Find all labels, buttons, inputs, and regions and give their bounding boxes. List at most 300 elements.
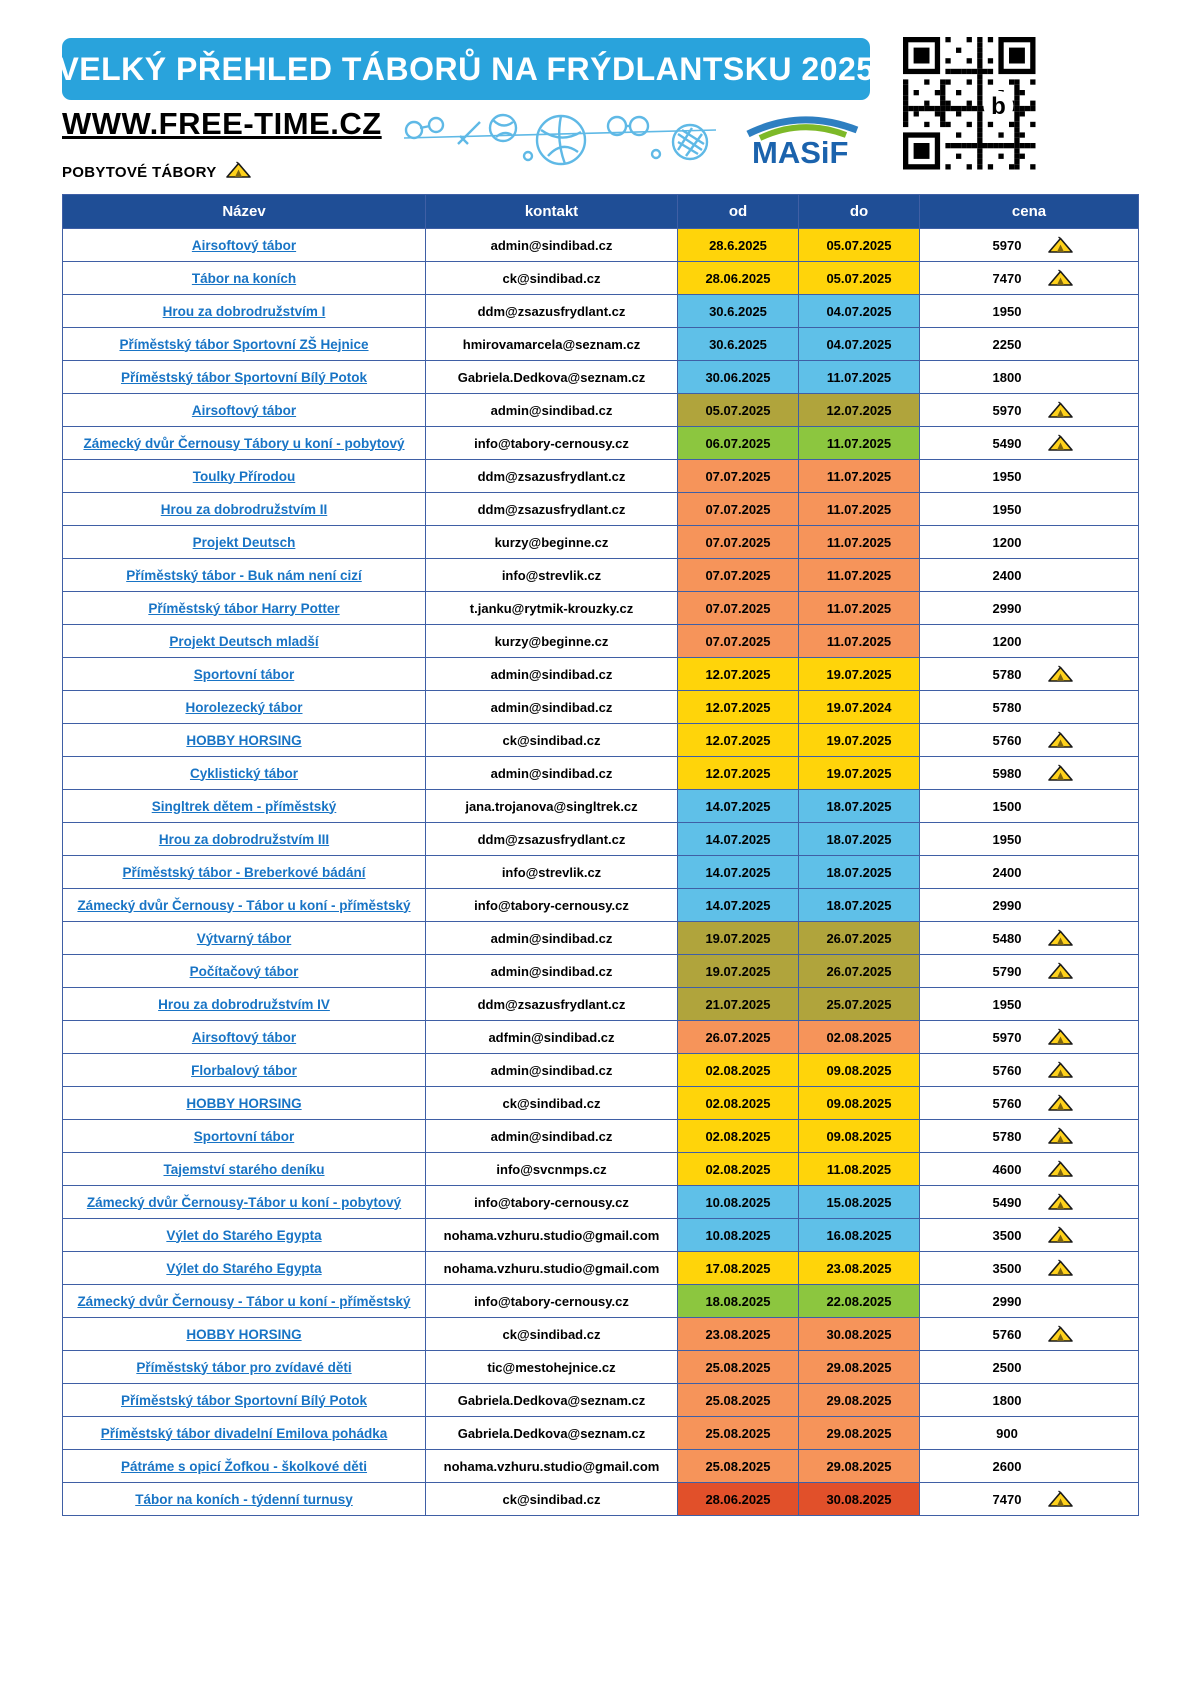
tent-icon bbox=[1047, 1193, 1074, 1211]
camp-start-date: 25.08.2025 bbox=[678, 1450, 799, 1483]
masif-logo-text: MASiF bbox=[752, 135, 849, 170]
table-row bbox=[63, 394, 1139, 427]
camp-start-date: 12.07.2025 bbox=[678, 691, 799, 724]
camp-price-cell bbox=[920, 361, 1139, 394]
camp-contact: admin@sindibad.cz bbox=[426, 922, 678, 955]
sports-doodles-icon bbox=[398, 100, 723, 172]
camp-start-date: 25.08.2025 bbox=[678, 1417, 799, 1450]
camp-contact: t.janku@rytmik-krouzky.cz bbox=[426, 592, 678, 625]
camp-start-date: 07.07.2025 bbox=[678, 625, 799, 658]
camp-contact: info@tabory-cernousy.cz bbox=[426, 889, 678, 922]
camp-start-date: 12.07.2025 bbox=[678, 757, 799, 790]
camp-contact: ck@sindibad.cz bbox=[426, 1087, 678, 1120]
camp-name-link[interactable]: Cyklistický tábor bbox=[189, 765, 299, 781]
table-row bbox=[63, 1252, 1139, 1285]
table-row bbox=[63, 493, 1139, 526]
camp-end-date: 09.08.2025 bbox=[799, 1054, 920, 1087]
camp-name-link[interactable]: Pátráme s opicí Žofkou - školkové děti bbox=[120, 1458, 368, 1474]
camp-end-date: 15.08.2025 bbox=[799, 1186, 920, 1219]
table-row bbox=[63, 427, 1139, 460]
table-row bbox=[63, 922, 1139, 955]
camp-price-cell bbox=[920, 328, 1139, 361]
camp-end-date: 02.08.2025 bbox=[799, 1021, 920, 1054]
camp-name-cell bbox=[63, 592, 426, 625]
table-row bbox=[63, 691, 1139, 724]
tent-icon bbox=[1047, 962, 1074, 980]
camp-name-cell bbox=[63, 1318, 426, 1351]
camp-name-cell bbox=[63, 427, 426, 460]
camps-table bbox=[62, 194, 1139, 1516]
table-row bbox=[63, 1318, 1139, 1351]
camp-contact: hmirovamarcela@seznam.cz bbox=[426, 328, 678, 361]
camp-name-link[interactable]: Tábor na koních - týdenní turnusy bbox=[135, 1491, 353, 1507]
camp-price: 5780 bbox=[992, 699, 1022, 715]
camp-start-date: 07.07.2025 bbox=[678, 493, 799, 526]
camp-name-cell bbox=[63, 295, 426, 328]
camp-contact: ck@sindibad.cz bbox=[426, 724, 678, 757]
table-row bbox=[63, 1021, 1139, 1054]
table-row bbox=[63, 262, 1139, 295]
camp-start-date: 25.08.2025 bbox=[678, 1351, 799, 1384]
camp-end-date: 25.07.2025 bbox=[799, 988, 920, 1021]
camp-contact: nohama.vzhuru.studio@gmail.com bbox=[426, 1219, 678, 1252]
camp-price: 4600 bbox=[992, 1161, 1022, 1177]
camp-price: 5970 bbox=[992, 1029, 1022, 1045]
camp-price: 2500 bbox=[992, 1359, 1022, 1375]
camp-name-link[interactable]: Florbalový tábor bbox=[191, 1062, 297, 1078]
camp-name-cell bbox=[63, 790, 426, 823]
camp-name-link[interactable]: Zámecký dvůr Černousy - Tábor u koní - příměstský bbox=[77, 1293, 411, 1309]
table-row bbox=[63, 988, 1139, 1021]
camp-name-link[interactable]: Výlet do Starého Egypta bbox=[166, 1260, 322, 1276]
camp-price-cell bbox=[920, 1450, 1139, 1483]
camp-contact: info@tabory-cernousy.cz bbox=[426, 427, 678, 460]
camp-name-cell bbox=[63, 328, 426, 361]
camp-price-cell bbox=[920, 1318, 1139, 1351]
camp-price-cell bbox=[920, 295, 1139, 328]
camp-contact: Gabriela.Dedkova@seznam.cz bbox=[426, 361, 678, 394]
camp-price: 5760 bbox=[992, 1095, 1022, 1111]
camp-end-date: 09.08.2025 bbox=[799, 1087, 920, 1120]
column-header-nazev: Název bbox=[63, 195, 426, 229]
column-header-do: do bbox=[799, 195, 920, 229]
camp-end-date: 11.08.2025 bbox=[799, 1153, 920, 1186]
camp-contact: admin@sindibad.cz bbox=[426, 394, 678, 427]
camp-contact: admin@sindibad.cz bbox=[426, 955, 678, 988]
camp-start-date: 12.07.2025 bbox=[678, 658, 799, 691]
camp-end-date: 26.07.2025 bbox=[799, 955, 920, 988]
camp-name-link[interactable]: Počítačový tábor bbox=[189, 963, 299, 979]
camp-name-cell bbox=[63, 1219, 426, 1252]
tent-icon bbox=[225, 161, 252, 183]
camp-end-date: 05.07.2025 bbox=[799, 229, 920, 262]
table-header-row bbox=[63, 195, 1139, 229]
camp-price-cell bbox=[920, 526, 1139, 559]
camp-name-cell bbox=[63, 1087, 426, 1120]
camp-end-date: 23.08.2025 bbox=[799, 1252, 920, 1285]
camp-price: 2400 bbox=[992, 567, 1022, 583]
column-header-kontakt: kontakt bbox=[426, 195, 678, 229]
camp-name-link[interactable]: HOBBY HORSING bbox=[186, 732, 302, 748]
camp-end-date: 22.08.2025 bbox=[799, 1285, 920, 1318]
camp-price: 5760 bbox=[992, 1062, 1022, 1078]
camp-end-date: 19.07.2025 bbox=[799, 724, 920, 757]
camp-price: 2990 bbox=[992, 1293, 1022, 1309]
camp-name-cell bbox=[63, 559, 426, 592]
camp-price: 5490 bbox=[992, 1194, 1022, 1210]
camp-name-link[interactable]: Zámecký dvůr Černousy Tábory u koní - pobytový bbox=[83, 435, 405, 451]
camp-name-link[interactable]: Příměstský tábor pro zvídavé děti bbox=[136, 1359, 352, 1375]
camp-name-link[interactable]: Zámecký dvůr Černousy - Tábor u koní - příměstský bbox=[77, 897, 411, 913]
camp-name-link[interactable]: Příměstský tábor Sportovní Bílý Potok bbox=[120, 1392, 368, 1408]
camp-end-date: 18.07.2025 bbox=[799, 790, 920, 823]
camp-end-date: 29.08.2025 bbox=[799, 1384, 920, 1417]
camp-name-link[interactable]: Tábor na koních bbox=[191, 270, 297, 286]
camp-price-cell bbox=[920, 988, 1139, 1021]
camp-price: 7470 bbox=[992, 270, 1022, 286]
camp-price: 1200 bbox=[992, 534, 1022, 550]
camp-name-cell bbox=[63, 955, 426, 988]
camp-price-cell bbox=[920, 1186, 1139, 1219]
table-row bbox=[63, 1483, 1139, 1516]
table-row bbox=[63, 229, 1139, 262]
camp-name-cell bbox=[63, 1285, 426, 1318]
camp-end-date: 09.08.2025 bbox=[799, 1120, 920, 1153]
camp-start-date: 18.08.2025 bbox=[678, 1285, 799, 1318]
camp-end-date: 29.08.2025 bbox=[799, 1450, 920, 1483]
camp-contact: admin@sindibad.cz bbox=[426, 658, 678, 691]
camp-price: 1950 bbox=[992, 468, 1022, 484]
camp-start-date: 28.6.2025 bbox=[678, 229, 799, 262]
camp-price-cell bbox=[920, 757, 1139, 790]
table-row bbox=[63, 1450, 1139, 1483]
tent-icon bbox=[1047, 236, 1074, 254]
camp-start-date: 28.06.2025 bbox=[678, 262, 799, 295]
camp-price-cell bbox=[920, 460, 1139, 493]
camp-name-link[interactable]: Zámecký dvůr Černousy-Tábor u koní - pobytový bbox=[86, 1194, 402, 1210]
camp-start-date: 06.07.2025 bbox=[678, 427, 799, 460]
camp-price-cell bbox=[920, 1417, 1139, 1450]
camp-start-date: 02.08.2025 bbox=[678, 1120, 799, 1153]
camp-start-date: 19.07.2025 bbox=[678, 922, 799, 955]
camp-contact: admin@sindibad.cz bbox=[426, 757, 678, 790]
camp-contact: tic@mestohejnice.cz bbox=[426, 1351, 678, 1384]
camp-contact: info@strevlik.cz bbox=[426, 856, 678, 889]
camp-price-cell bbox=[920, 427, 1139, 460]
camp-start-date: 21.07.2025 bbox=[678, 988, 799, 1021]
camp-start-date: 07.07.2025 bbox=[678, 592, 799, 625]
camp-end-date: 11.07.2025 bbox=[799, 493, 920, 526]
table-row bbox=[63, 1120, 1139, 1153]
camp-price: 5780 bbox=[992, 1128, 1022, 1144]
tent-icon bbox=[1047, 269, 1074, 287]
table-row bbox=[63, 757, 1139, 790]
camp-price: 1800 bbox=[992, 369, 1022, 385]
camp-name-link[interactable]: Sportovní tábor bbox=[193, 1128, 295, 1144]
camp-end-date: 11.07.2025 bbox=[799, 427, 920, 460]
camp-start-date: 26.07.2025 bbox=[678, 1021, 799, 1054]
camp-price-cell bbox=[920, 1351, 1139, 1384]
camp-price: 5760 bbox=[992, 732, 1022, 748]
camp-start-date: 14.07.2025 bbox=[678, 823, 799, 856]
camp-end-date: 18.07.2025 bbox=[799, 889, 920, 922]
camp-name-cell bbox=[63, 1252, 426, 1285]
camp-price: 5790 bbox=[992, 963, 1022, 979]
camp-name-link[interactable]: Příměstský tábor Harry Potter bbox=[148, 600, 340, 616]
camp-start-date: 02.08.2025 bbox=[678, 1054, 799, 1087]
camp-contact: ddm@zsazusfrydlant.cz bbox=[426, 823, 678, 856]
table-row bbox=[63, 724, 1139, 757]
table-row bbox=[63, 856, 1139, 889]
camp-price-cell bbox=[920, 1252, 1139, 1285]
section-label-text: POBYTOVÉ TÁBORY bbox=[62, 163, 217, 181]
camp-price-cell bbox=[920, 724, 1139, 757]
tent-icon bbox=[1047, 1490, 1074, 1508]
camp-name-cell bbox=[63, 1153, 426, 1186]
camp-name-link[interactable]: Příměstský tábor divadelní Emilova pohádka bbox=[100, 1425, 388, 1441]
camp-price: 1200 bbox=[992, 633, 1022, 649]
camp-end-date: 11.07.2025 bbox=[799, 559, 920, 592]
camp-contact: admin@sindibad.cz bbox=[426, 1120, 678, 1153]
camp-price: 5490 bbox=[992, 435, 1022, 451]
camp-start-date: 02.08.2025 bbox=[678, 1087, 799, 1120]
camp-start-date: 19.07.2025 bbox=[678, 955, 799, 988]
camp-price-cell bbox=[920, 1120, 1139, 1153]
camp-price: 2600 bbox=[992, 1458, 1022, 1474]
camp-price: 2990 bbox=[992, 600, 1022, 616]
camp-name-link[interactable]: Výtvarný tábor bbox=[196, 930, 292, 946]
camp-price: 2990 bbox=[992, 897, 1022, 913]
camp-name-link[interactable]: Airsoftový tábor bbox=[191, 402, 297, 418]
camp-contact: kurzy@beginne.cz bbox=[426, 526, 678, 559]
table-row bbox=[63, 1186, 1139, 1219]
page-title: VELKÝ PŘEHLED TÁBORŮ NA FRÝDLANTSKU 2025 bbox=[57, 50, 875, 87]
camp-price: 1950 bbox=[992, 831, 1022, 847]
camp-end-date: 19.07.2024 bbox=[799, 691, 920, 724]
tent-icon bbox=[1047, 731, 1074, 749]
column-header-cena: cena bbox=[920, 195, 1139, 229]
camp-name-cell bbox=[63, 922, 426, 955]
camp-name-cell bbox=[63, 262, 426, 295]
title-banner bbox=[57, 38, 875, 100]
camp-price: 5980 bbox=[992, 765, 1022, 781]
camp-name-cell bbox=[63, 361, 426, 394]
camp-name-cell bbox=[63, 658, 426, 691]
camp-end-date: 18.07.2025 bbox=[799, 856, 920, 889]
camp-start-date: 12.07.2025 bbox=[678, 724, 799, 757]
table-row bbox=[63, 328, 1139, 361]
table-row bbox=[63, 1219, 1139, 1252]
camp-contact: Gabriela.Dedkova@seznam.cz bbox=[426, 1417, 678, 1450]
camp-name-cell bbox=[63, 1351, 426, 1384]
camp-price: 5480 bbox=[992, 930, 1022, 946]
camp-end-date: 11.07.2025 bbox=[799, 361, 920, 394]
tent-icon bbox=[1047, 1226, 1074, 1244]
camp-name-link[interactable]: HOBBY HORSING bbox=[186, 1326, 302, 1342]
camp-price-cell bbox=[920, 1087, 1139, 1120]
table-row bbox=[63, 1054, 1139, 1087]
camp-price: 1500 bbox=[992, 798, 1022, 814]
camp-start-date: 17.08.2025 bbox=[678, 1252, 799, 1285]
camp-name-cell bbox=[63, 1186, 426, 1219]
table-row bbox=[63, 1153, 1139, 1186]
camp-name-cell bbox=[63, 1384, 426, 1417]
camp-start-date: 05.07.2025 bbox=[678, 394, 799, 427]
masif-logo bbox=[740, 108, 865, 170]
camp-price-cell bbox=[920, 922, 1139, 955]
camp-name-cell bbox=[63, 229, 426, 262]
camp-price: 1950 bbox=[992, 501, 1022, 517]
website-link[interactable]: WWW.FREE-TIME.CZ bbox=[62, 106, 382, 141]
camp-name-cell bbox=[63, 691, 426, 724]
camp-contact: nohama.vzhuru.studio@gmail.com bbox=[426, 1252, 678, 1285]
table-row bbox=[63, 889, 1139, 922]
camp-price-cell bbox=[920, 394, 1139, 427]
camp-end-date: 18.07.2025 bbox=[799, 823, 920, 856]
camp-price-cell bbox=[920, 229, 1139, 262]
table-row bbox=[63, 790, 1139, 823]
camp-price-cell bbox=[920, 691, 1139, 724]
tent-icon bbox=[1047, 1325, 1074, 1343]
table-row bbox=[63, 1087, 1139, 1120]
camp-price-cell bbox=[920, 1384, 1139, 1417]
camp-price: 5970 bbox=[992, 237, 1022, 253]
camp-price-cell bbox=[920, 493, 1139, 526]
camp-contact: adfmin@sindibad.cz bbox=[426, 1021, 678, 1054]
camp-price: 5970 bbox=[992, 402, 1022, 418]
camp-price: 3500 bbox=[992, 1227, 1022, 1243]
camp-name-cell bbox=[63, 1450, 426, 1483]
camp-name-link[interactable]: Hrou za dobrodružstvím IV bbox=[158, 996, 330, 1012]
camp-price-cell bbox=[920, 1054, 1139, 1087]
camp-name-link[interactable]: Singltrek dětem - příměstský bbox=[151, 798, 337, 814]
table-row bbox=[63, 1285, 1139, 1318]
camp-price-cell bbox=[920, 625, 1139, 658]
camp-name-link[interactable]: Hrou za dobrodružstvím III bbox=[158, 831, 330, 847]
table-row bbox=[63, 361, 1139, 394]
camp-price: 3500 bbox=[992, 1260, 1022, 1276]
camp-name-link[interactable]: Hrou za dobrodružstvím I bbox=[162, 303, 326, 319]
tent-icon bbox=[1047, 1028, 1074, 1046]
camp-name-link[interactable]: Tajemství starého deníku bbox=[163, 1161, 325, 1177]
camp-start-date: 02.08.2025 bbox=[678, 1153, 799, 1186]
camp-contact: info@tabory-cernousy.cz bbox=[426, 1186, 678, 1219]
camp-price: 900 bbox=[996, 1425, 1018, 1441]
tent-icon bbox=[1047, 764, 1074, 782]
camp-name-link[interactable]: Hrou za dobrodružstvím II bbox=[160, 501, 328, 517]
camp-name-link[interactable]: Výlet do Starého Egypta bbox=[166, 1227, 322, 1243]
camp-end-date: 11.07.2025 bbox=[799, 625, 920, 658]
camp-start-date: 10.08.2025 bbox=[678, 1219, 799, 1252]
camp-end-date: 11.07.2025 bbox=[799, 526, 920, 559]
qr-logo-letter: b bbox=[991, 92, 1006, 120]
camp-price-cell bbox=[920, 856, 1139, 889]
table-row bbox=[63, 1417, 1139, 1450]
table-row bbox=[63, 955, 1139, 988]
camp-name-cell bbox=[63, 724, 426, 757]
camp-price-cell bbox=[920, 592, 1139, 625]
camp-contact: ddm@zsazusfrydlant.cz bbox=[426, 295, 678, 328]
camp-name-cell bbox=[63, 757, 426, 790]
camp-name-cell bbox=[63, 526, 426, 559]
camp-name-link[interactable]: Příměstský tábor Sportovní ZŠ Hejnice bbox=[119, 336, 369, 352]
camp-price: 1800 bbox=[992, 1392, 1022, 1408]
camp-contact: info@strevlik.cz bbox=[426, 559, 678, 592]
column-header-od: od bbox=[678, 195, 799, 229]
camp-name-cell bbox=[63, 1417, 426, 1450]
section-label bbox=[62, 161, 252, 183]
table-row bbox=[63, 526, 1139, 559]
camp-name-link[interactable]: Airsoftový tábor bbox=[191, 1029, 297, 1045]
camp-start-date: 30.6.2025 bbox=[678, 295, 799, 328]
camp-contact: ddm@zsazusfrydlant.cz bbox=[426, 460, 678, 493]
table-row bbox=[63, 658, 1139, 691]
camp-start-date: 14.07.2025 bbox=[678, 856, 799, 889]
table-row bbox=[63, 1351, 1139, 1384]
camp-name-link[interactable]: Horolezecký tábor bbox=[185, 699, 303, 715]
table-row bbox=[63, 823, 1139, 856]
camp-price-cell bbox=[920, 262, 1139, 295]
camp-price-cell bbox=[920, 1219, 1139, 1252]
camp-name-link[interactable]: Sportovní tábor bbox=[193, 666, 295, 682]
camp-price-cell bbox=[920, 1021, 1139, 1054]
camp-price: 2250 bbox=[992, 336, 1022, 352]
camp-name-link[interactable]: Projekt Deutsch mladší bbox=[169, 633, 319, 649]
camp-start-date: 07.07.2025 bbox=[678, 559, 799, 592]
camp-price: 5780 bbox=[992, 666, 1022, 682]
camp-contact: info@svcnmps.cz bbox=[426, 1153, 678, 1186]
camp-end-date: 19.07.2025 bbox=[799, 757, 920, 790]
camp-name-cell bbox=[63, 493, 426, 526]
camp-contact: admin@sindibad.cz bbox=[426, 691, 678, 724]
tent-icon bbox=[1047, 929, 1074, 947]
camp-end-date: 26.07.2025 bbox=[799, 922, 920, 955]
camp-contact: ck@sindibad.cz bbox=[426, 1483, 678, 1516]
tent-icon bbox=[1047, 665, 1074, 683]
camp-name-cell bbox=[63, 1021, 426, 1054]
camp-price-cell bbox=[920, 658, 1139, 691]
camp-name-link[interactable]: Příměstský tábor - Buk nám není cizí bbox=[126, 567, 362, 583]
camp-contact: admin@sindibad.cz bbox=[426, 229, 678, 262]
camp-start-date: 07.07.2025 bbox=[678, 460, 799, 493]
camp-contact: kurzy@beginne.cz bbox=[426, 625, 678, 658]
camp-end-date: 11.07.2025 bbox=[799, 592, 920, 625]
camp-name-link[interactable]: Airsoftový tábor bbox=[191, 237, 297, 253]
camp-name-link[interactable]: Toulky Přírodou bbox=[192, 468, 296, 484]
camp-start-date: 30.06.2025 bbox=[678, 361, 799, 394]
camp-name-link[interactable]: Příměstský tábor - Breberkové bádání bbox=[122, 864, 366, 880]
camp-name-link[interactable]: Příměstský tábor Sportovní Bílý Potok bbox=[120, 369, 368, 385]
camp-price: 2400 bbox=[992, 864, 1022, 880]
camp-end-date: 29.08.2025 bbox=[799, 1417, 920, 1450]
table-row bbox=[63, 295, 1139, 328]
table-row bbox=[63, 559, 1139, 592]
camp-contact: jana.trojanova@singltrek.cz bbox=[426, 790, 678, 823]
table-row bbox=[63, 1384, 1139, 1417]
camp-start-date: 25.08.2025 bbox=[678, 1384, 799, 1417]
camp-name-link[interactable]: Projekt Deutsch bbox=[192, 534, 296, 550]
camp-price: 7470 bbox=[992, 1491, 1022, 1507]
camp-name-cell bbox=[63, 625, 426, 658]
camp-contact: Gabriela.Dedkova@seznam.cz bbox=[426, 1384, 678, 1417]
camp-name-link[interactable]: HOBBY HORSING bbox=[186, 1095, 302, 1111]
camp-name-cell bbox=[63, 1120, 426, 1153]
camp-price-cell bbox=[920, 559, 1139, 592]
camp-end-date: 30.08.2025 bbox=[799, 1318, 920, 1351]
camp-price-cell bbox=[920, 790, 1139, 823]
camp-start-date: 14.07.2025 bbox=[678, 790, 799, 823]
camp-name-cell bbox=[63, 856, 426, 889]
